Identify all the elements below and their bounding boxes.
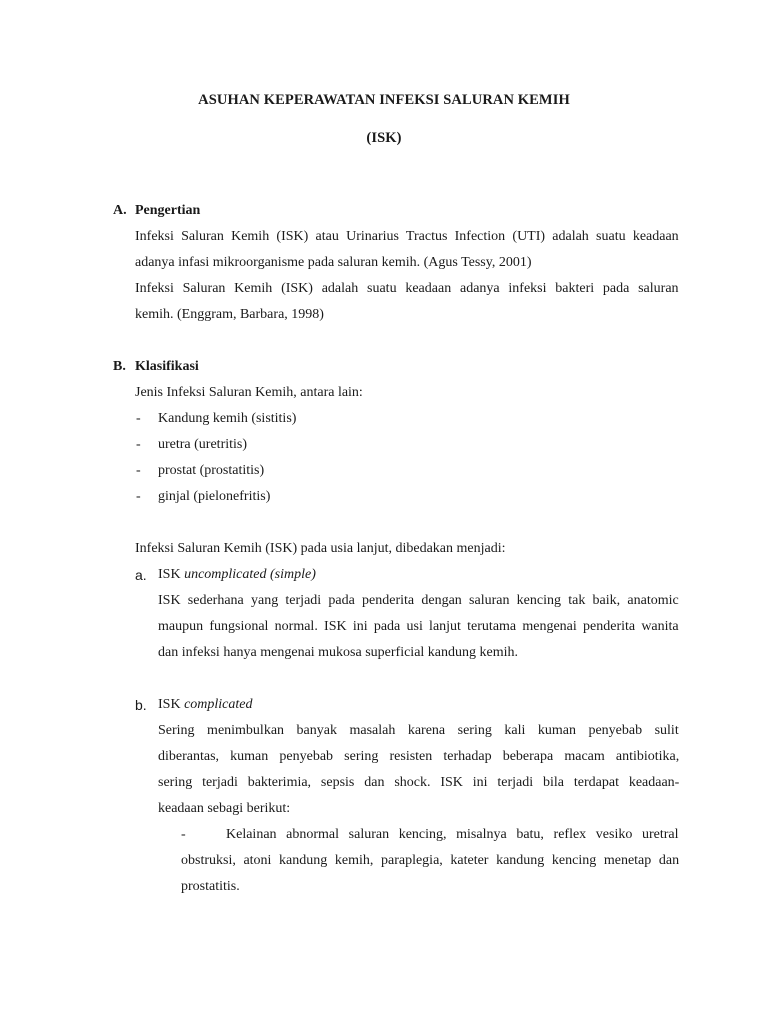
bullet-dash: - xyxy=(136,437,141,452)
section-a-marker: A. xyxy=(113,203,127,218)
section-a-line: Infeksi Saluran Kemih (ISK) adalah suatu keadaan adanya infeksi bakteri pada saluran xyxy=(135,281,679,296)
item-a-line: dan infeksi hanya mengenai mukosa superficial kandung kemih. xyxy=(158,645,519,660)
item-b-marker: b. xyxy=(135,697,147,713)
sub-bullet-line: obstruksi, atoni kandung kemih, paraplegia, kateter kandung kencing menetap dan xyxy=(181,853,680,868)
sub-bullet-line: Kelainan abnormal saluran kencing, misalnya batu, reflex vesiko uretral xyxy=(226,827,679,842)
bullet-item: Kandung kemih (sistitis) xyxy=(158,411,297,426)
item-a-heading xyxy=(158,566,316,584)
item-a-italic: uncomplicated (simple) xyxy=(184,567,316,582)
section-a-heading: Pengertian xyxy=(135,203,201,218)
section-a-line: Infeksi Saluran Kemih (ISK) atau Urinarius Tractus Infection (UTI) adalah suatu keadaan xyxy=(135,229,679,244)
bullet-item: uretra (uretritis) xyxy=(158,437,248,452)
sub-bullet-dash: - xyxy=(181,827,186,842)
item-a-line: ISK sederhana yang terjadi pada penderita dengan saluran kencing tak baik, anatomic xyxy=(158,593,679,608)
item-b-line: Sering menimbulkan banyak masalah karena sering kali kuman penyebab sulit xyxy=(158,723,679,738)
item-b-line: diberantas, kuman penyebab sering resisten terhadap beberapa macam antibiotika, xyxy=(158,749,680,764)
section-b-heading: Klasifikasi xyxy=(135,359,199,374)
section-a-line: kemih. (Enggram, Barbara, 1998) xyxy=(135,307,324,322)
item-a-line: maupun fungsional normal. ISK ini pada usi lanjut terutama mengenai penderita wanita xyxy=(158,619,679,634)
item-b-prefix: ISK xyxy=(158,697,185,712)
bullet-item: ginjal (pielonefritis) xyxy=(158,489,271,504)
item-a-prefix: ISK xyxy=(158,567,185,582)
item-b-line: keadaan sebagi berikut: xyxy=(158,801,291,816)
document-subtitle: (ISK) xyxy=(366,130,402,146)
item-b-line: sering terjadi bakterimia, sepsis dan shock. ISK ini terjadi bila terdapat keadaan- xyxy=(158,775,680,790)
classification-intro: Jenis Infeksi Saluran Kemih, antara lain: xyxy=(135,385,363,400)
item-a-marker: a. xyxy=(135,567,147,583)
item-b-italic: complicated xyxy=(184,697,253,712)
sub-bullet-line: prostatitis. xyxy=(181,879,240,894)
document-title: ASUHAN KEPERAWATAN INFEKSI SALURAN KEMIH xyxy=(198,92,570,108)
age-classification-intro: Infeksi Saluran Kemih (ISK) pada usia lanjut, dibedakan menjadi: xyxy=(135,541,506,556)
section-b-marker: B. xyxy=(113,359,126,374)
section-a-line: adanya infasi mikroorganisme pada saluran kemih. (Agus Tessy, 2001) xyxy=(135,255,532,270)
bullet-dash: - xyxy=(136,411,141,426)
bullet-item: prostat (prostatitis) xyxy=(158,463,265,478)
bullet-dash: - xyxy=(136,489,141,504)
bullet-dash: - xyxy=(136,463,141,478)
item-b-heading xyxy=(158,696,252,714)
